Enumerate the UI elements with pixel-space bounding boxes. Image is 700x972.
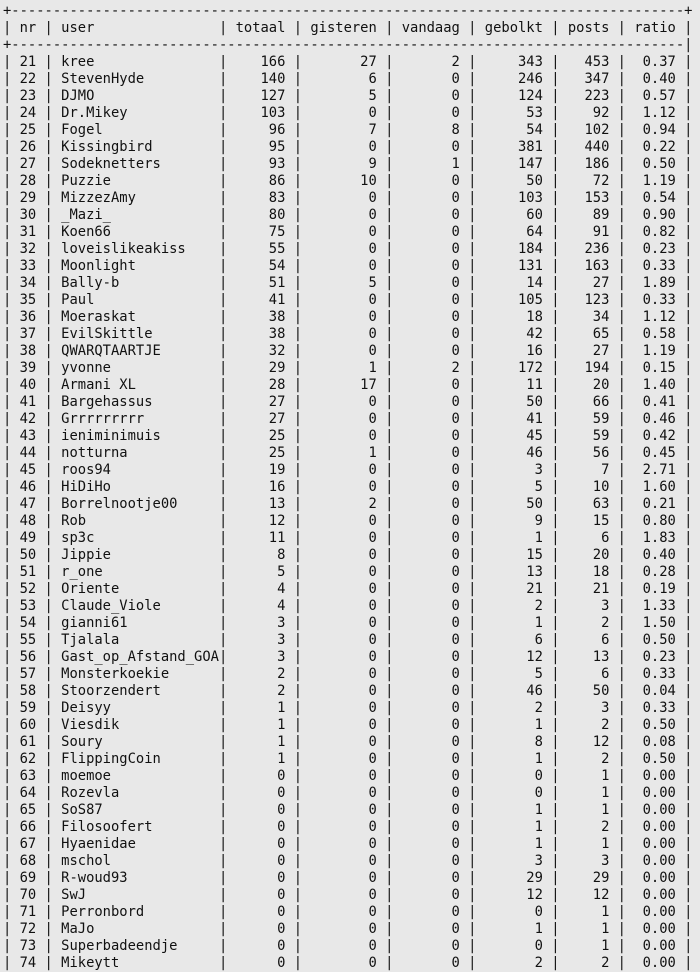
table-row: | 48 | Rob | 12 | 0 | 0 | 9 | 15 | 0.80 | [3,513,693,529]
table-row: | 67 | Hyaenidae | 0 | 0 | 0 | 1 | 1 | 0.00 | [3,836,693,852]
table-row: | 23 | DJMO | 127 | 5 | 0 | 124 | 223 | 0.57 | [3,88,693,104]
table-header-row: | nr | user | totaal | gisteren | vandaag | gebolkt | posts | ratio | [3,20,693,36]
table-row: | 57 | Monsterkoekie | 2 | 0 | 0 | 5 | 6 | 0.33 | [3,666,693,682]
table-row: | 27 | Sodeknetters | 93 | 9 | 1 | 147 | 186 | 0.50 | [3,156,693,172]
table-row: | 66 | Filosoofert | 0 | 0 | 0 | 1 | 2 | 0.00 | [3,819,693,835]
table-row: | 34 | Bally-b | 51 | 5 | 0 | 14 | 27 | 1.89 | [3,275,693,291]
table-row: | 62 | FlippingCoin | 1 | 0 | 0 | 1 | 2 | 0.50 | [3,751,693,767]
table-row: | 56 | Gast_op_Afstand_GOA| 3 | 0 | 0 | 12 | 13 | 0.23 | [3,649,693,665]
table-row: | 26 | Kissingbird | 95 | 0 | 0 | 381 | 440 | 0.22 | [3,139,693,155]
table-row: | 45 | roos94 | 19 | 0 | 0 | 3 | 7 | 2.71 | [3,462,693,478]
table-row: | 60 | Viesdik | 1 | 0 | 0 | 1 | 2 | 0.50 | [3,717,693,733]
table-row: | 35 | Paul | 41 | 0 | 0 | 105 | 123 | 0.33 | [3,292,693,308]
table-row: | 47 | Borrelnootje00 | 13 | 2 | 0 | 50 | 63 | 0.21 | [3,496,693,512]
table-row: | 24 | Dr.Mikey | 103 | 0 | 0 | 53 | 92 | 1.12 | [3,105,693,121]
table-top-border: +---------------------------------------------------------------------------------+ [3,3,693,19]
table-row: | 31 | Koen66 | 75 | 0 | 0 | 64 | 91 | 0.82 | [3,224,693,240]
table-row: | 40 | Armani XL | 28 | 17 | 0 | 11 | 20 | 1.40 | [3,377,693,393]
table-row: | 51 | r_one | 5 | 0 | 0 | 13 | 18 | 0.28 | [3,564,693,580]
table-row: | 63 | moemoe | 0 | 0 | 0 | 0 | 1 | 0.00 | [3,768,693,784]
table-row: | 44 | notturna | 25 | 1 | 0 | 46 | 56 | 0.45 | [3,445,693,461]
table-row: | 71 | Perronbord | 0 | 0 | 0 | 0 | 1 | 0.00 | [3,904,693,920]
table-row: | 74 | Mikeytt | 0 | 0 | 0 | 2 | 2 | 0.00 | [3,955,693,971]
table-row: | 29 | MizzezAmy | 83 | 0 | 0 | 103 | 153 | 0.54 | [3,190,693,206]
table-row: | 49 | sp3c | 11 | 0 | 0 | 1 | 6 | 1.83 | [3,530,693,546]
table-row: | 52 | Oriente | 4 | 0 | 0 | 21 | 21 | 0.19 | [3,581,693,597]
table-row: | 37 | EvilSkittle | 38 | 0 | 0 | 42 | 65 | 0.58 | [3,326,693,342]
table-row: | 36 | Moeraskat | 38 | 0 | 0 | 18 | 34 | 1.12 | [3,309,693,325]
table-row: | 64 | Rozevla | 0 | 0 | 0 | 0 | 1 | 0.00 | [3,785,693,801]
table-row: | 46 | HiDiHo | 16 | 0 | 0 | 5 | 10 | 1.60 | [3,479,693,495]
table-row: | 69 | R-woud93 | 0 | 0 | 0 | 29 | 29 | 0.00 | [3,870,693,886]
table-row: | 61 | Soury | 1 | 0 | 0 | 8 | 12 | 0.08 | [3,734,693,750]
table-row: | 22 | StevenHyde | 140 | 6 | 0 | 246 | 347 | 0.40 | [3,71,693,87]
table-row: | 41 | Bargehassus | 27 | 0 | 0 | 50 | 66 | 0.41 | [3,394,693,410]
table-row: | 30 | _Mazi_ | 80 | 0 | 0 | 60 | 89 | 0.90 | [3,207,693,223]
table-row: | 53 | Claude_Viole | 4 | 0 | 0 | 2 | 3 | 1.33 | [3,598,693,614]
table-row: | 25 | Fogel | 96 | 7 | 8 | 54 | 102 | 0.94 | [3,122,693,138]
table-row: | 59 | Deisyy | 1 | 0 | 0 | 2 | 3 | 0.33 | [3,700,693,716]
table-row: | 54 | gianni61 | 3 | 0 | 0 | 1 | 2 | 1.50 | [3,615,693,631]
table-header-separator: +---------------------------------------------------------------------------------| [3,37,693,53]
table-row: | 72 | MaJo | 0 | 0 | 0 | 1 | 1 | 0.00 | [3,921,693,937]
table-row: | 68 | mschol | 0 | 0 | 0 | 3 | 3 | 0.00 | [3,853,693,869]
table-row: | 50 | Jippie | 8 | 0 | 0 | 15 | 20 | 0.40 | [3,547,693,563]
table-row: | 33 | Moonlight | 54 | 0 | 0 | 131 | 163 | 0.33 | [3,258,693,274]
table-row: | 28 | Puzzie | 86 | 10 | 0 | 50 | 72 | 1.19 | [3,173,693,189]
table-row: | 38 | QWARQTAARTJE | 32 | 0 | 0 | 16 | 27 | 1.19 | [3,343,693,359]
table-row: | 42 | Grrrrrrrrr | 27 | 0 | 0 | 41 | 59 | 0.46 | [3,411,693,427]
table-row: | 70 | SwJ | 0 | 0 | 0 | 12 | 12 | 0.00 | [3,887,693,903]
table-row: | 32 | loveislikeakiss | 55 | 0 | 0 | 184 | 236 | 0.23 | [3,241,693,257]
table-row: | 21 | kree | 166 | 27 | 2 | 343 | 453 | 0.37 | [3,54,693,70]
table-row: | 73 | Superbadeendje | 0 | 0 | 0 | 0 | 1 | 0.00 | [3,938,693,954]
table-row: | 39 | yvonne | 29 | 1 | 2 | 172 | 194 | 0.15 | [3,360,693,376]
table-row: | 58 | Stoorzendert | 2 | 0 | 0 | 46 | 50 | 0.04 | [3,683,693,699]
table-row: | 55 | Tjalala | 3 | 0 | 0 | 6 | 6 | 0.50 | [3,632,693,648]
table-row: | 43 | ieniminimuis | 25 | 0 | 0 | 45 | 59 | 0.42 | [3,428,693,444]
table-row: | 65 | SoS87 | 0 | 0 | 0 | 1 | 1 | 0.00 | [3,802,693,818]
